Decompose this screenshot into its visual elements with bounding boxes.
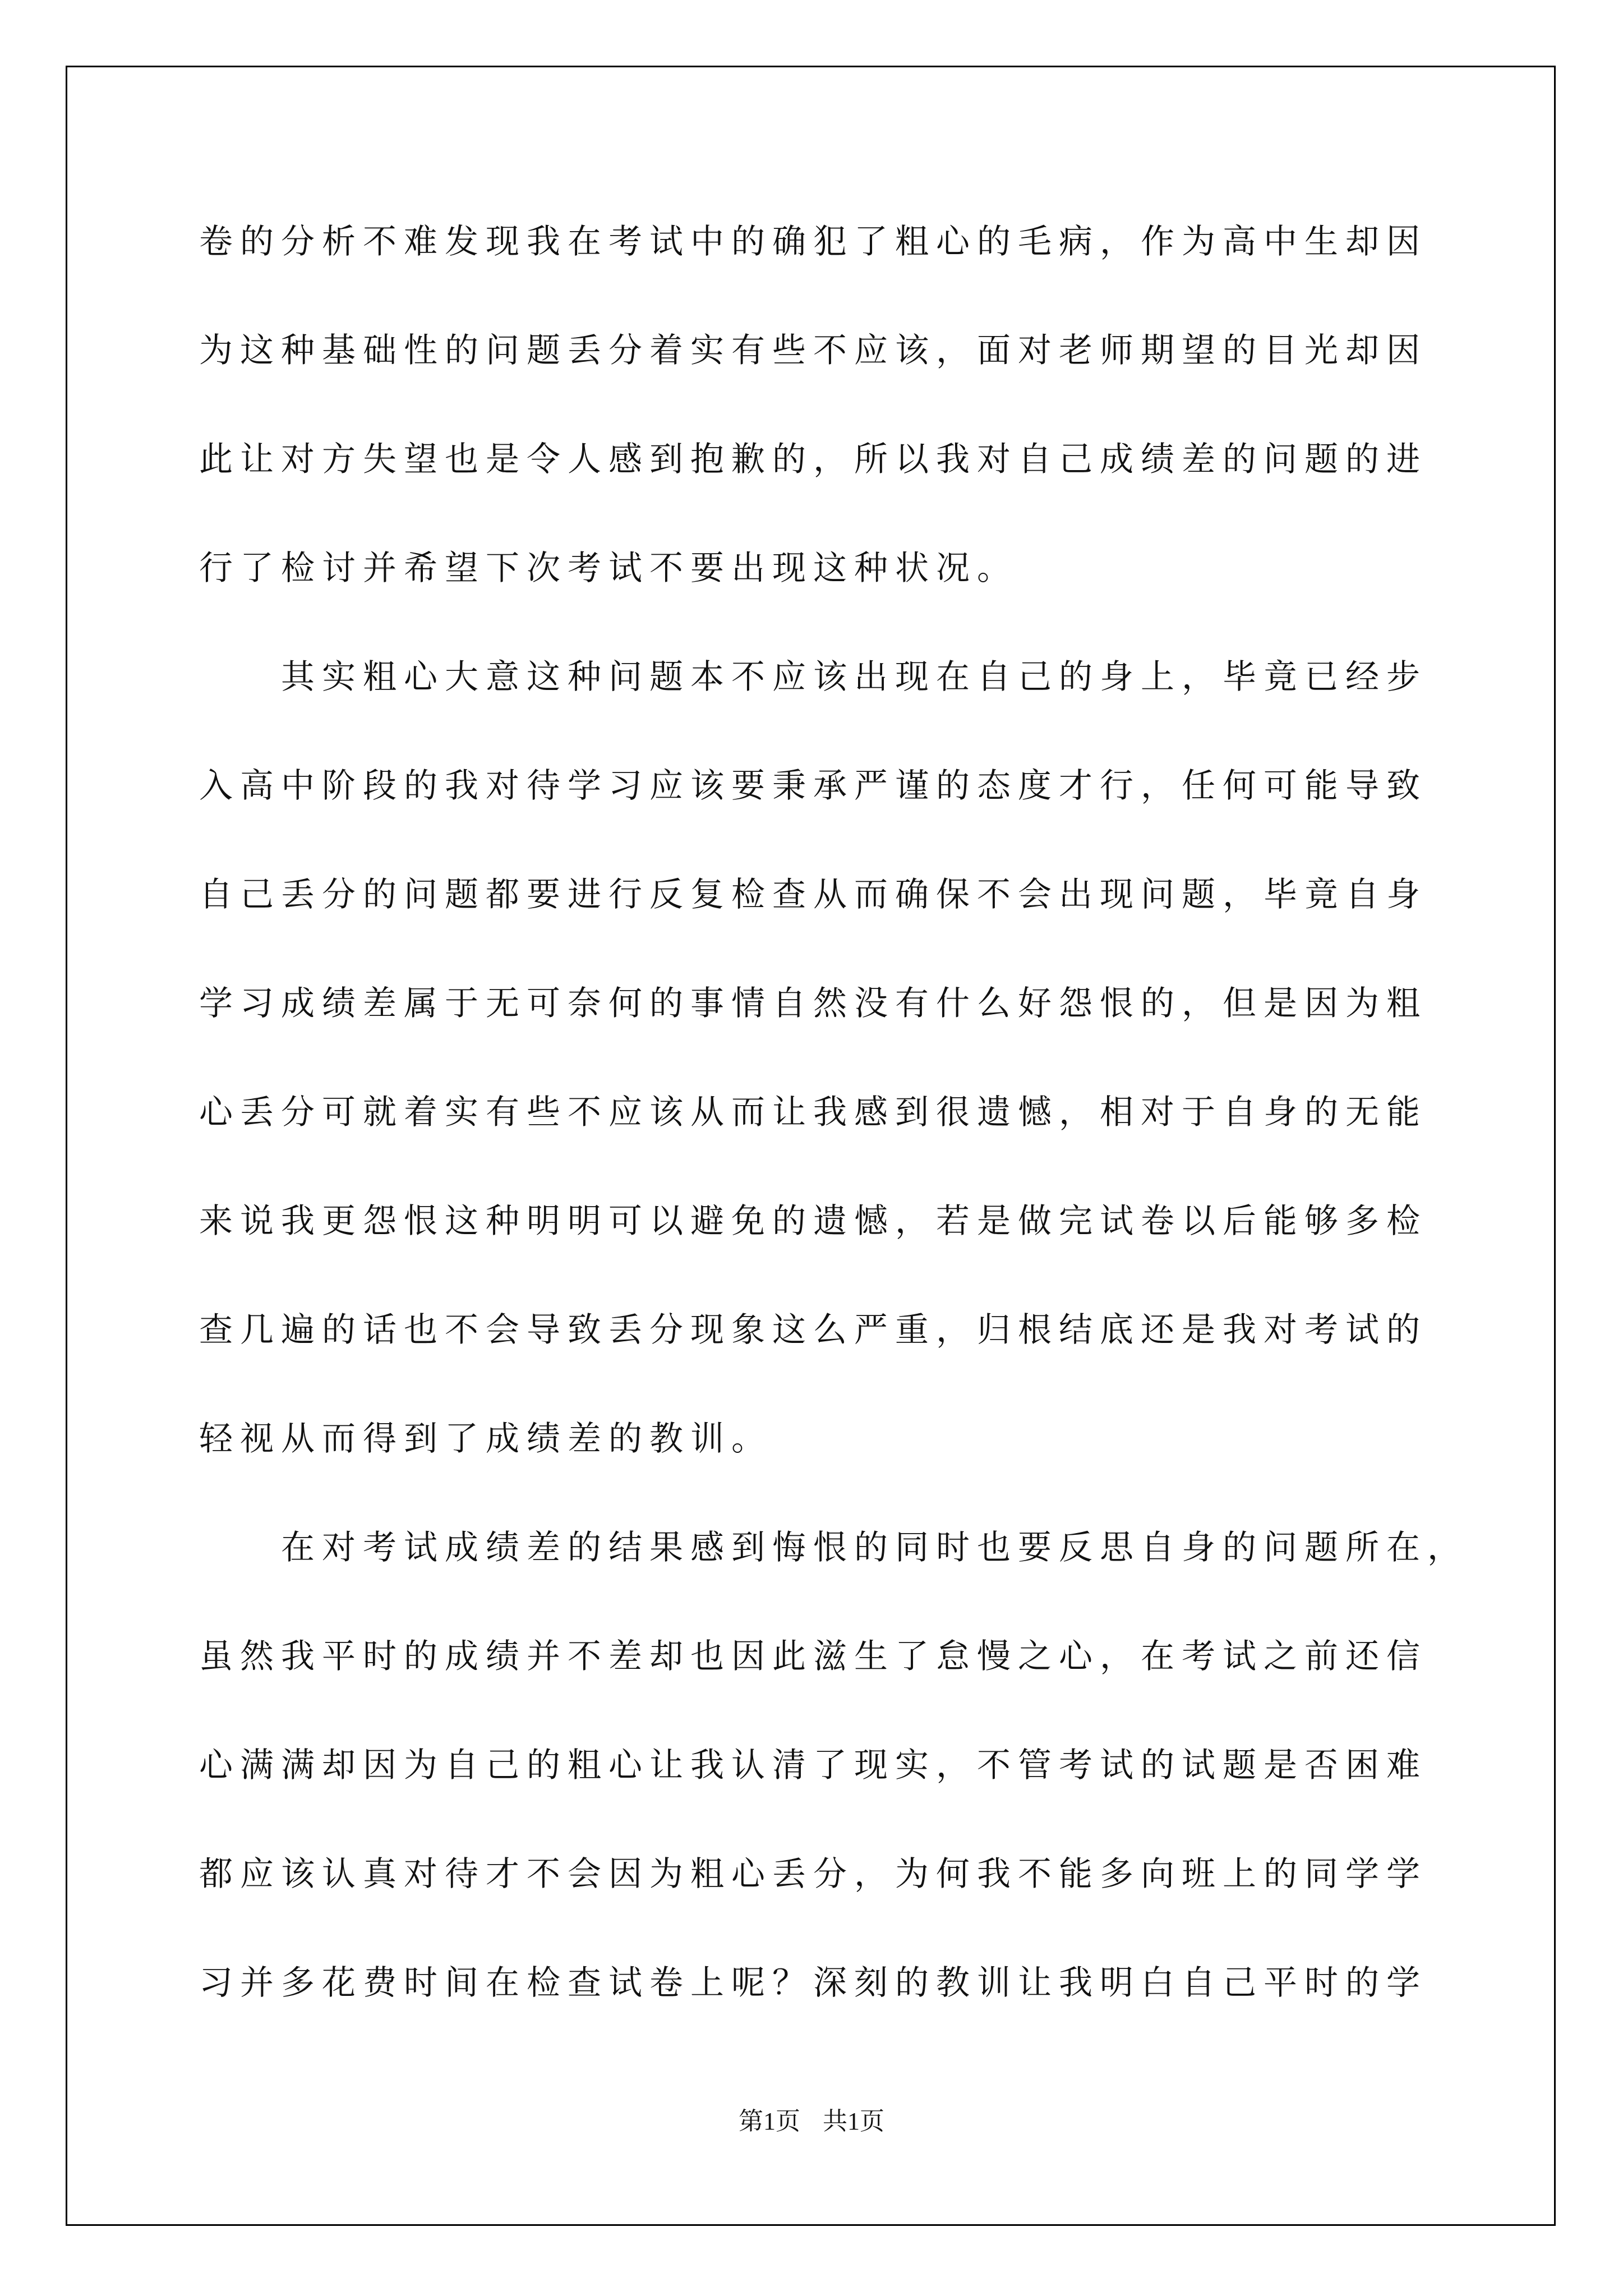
text-line-11: 查几遍的话也不会导致丢分现象这么严重，归根结底还是我对考试的: [199, 1310, 1427, 1350]
text-line-1: 卷的分析不难发现我在考试中的确犯了粗心的毛病，作为高中生却因: [199, 222, 1427, 261]
text-line-4: 行了检讨并希望下次考试不要出现这种状况。: [199, 549, 1018, 588]
text-line-3: 此让对方失望也是令人感到抱歉的，所以我对自己成绩差的问题的进: [199, 440, 1427, 479]
text-line-14: 虽然我平时的成绩并不差却也因此滋生了怠慢之心，在考试之前还信: [199, 1637, 1427, 1676]
page-number-total: 共1页: [823, 2108, 884, 2135]
document-body: [199, 208, 1468, 2058]
page-footer: [0, 2101, 1623, 2137]
text-line-7: 自己丢分的问题都要进行反复检查从而确保不会出现问题，毕竟自身: [199, 875, 1427, 914]
text-line-16: 都应该认真对待才不会因为粗心丢分，为何我不能多向班上的同学学: [199, 1855, 1427, 1894]
text-line-9: 心丢分可就着实有些不应该从而让我感到很遗憾，相对于自身的无能: [199, 1093, 1427, 1132]
text-line-12: 轻视从而得到了成绩差的教训。: [199, 1419, 772, 1458]
text-line-2: 为这种基础性的问题丢分着实有些不应该，面对老师期望的目光却因: [199, 331, 1427, 370]
text-line-10: 来说我更怨恨这种明明可以避免的遗憾，若是做完试卷以后能够多检: [199, 1202, 1427, 1241]
text-line-13: 在对考试成绩差的结果感到悔恨的同时也要反思自身的问题所在，: [281, 1528, 1468, 1567]
text-line-5: 其实粗心大意这种问题本不应该出现在自己的身上，毕竟已经步: [281, 657, 1427, 697]
page-number-current: 第1页: [739, 2108, 800, 2135]
text-line-8: 学习成绩差属于无可奈何的事情自然没有什么好怨恨的，但是因为粗: [199, 984, 1427, 1023]
text-line-15: 心满满却因为自己的粗心让我认清了现实，不管考试的试题是否困难: [199, 1746, 1427, 1785]
text-line-17: 习并多花费时间在检查试卷上呢？深刻的教训让我明白自己平时的学: [199, 1963, 1427, 2003]
text-line-6: 入高中阶段的我对待学习应该要秉承严谨的态度才行，任何可能导致: [199, 766, 1427, 806]
